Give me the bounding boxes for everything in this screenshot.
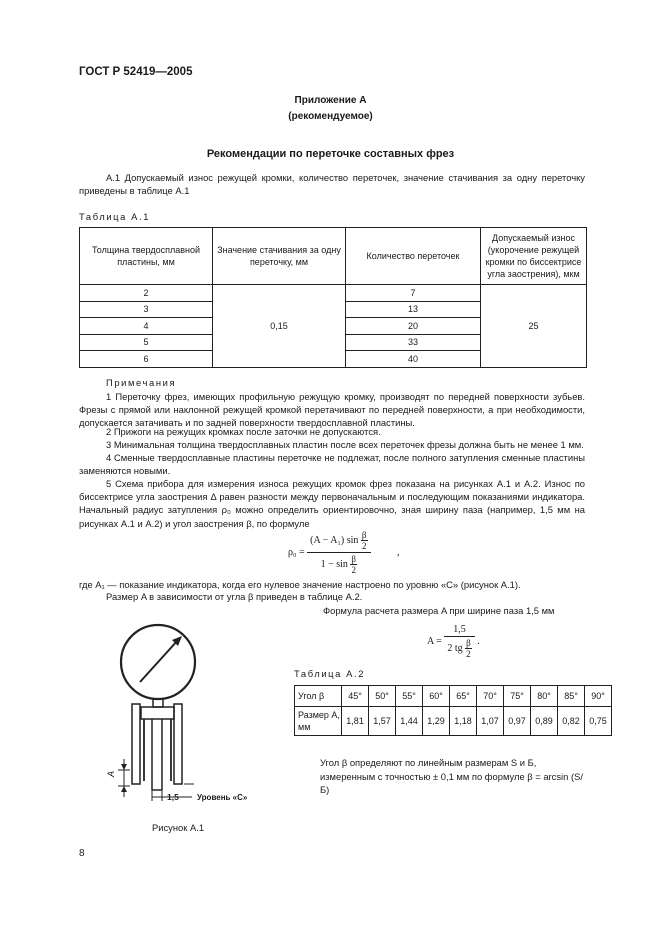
formula1-beta-num: β [361, 530, 367, 540]
table-cell: 0,97 [504, 707, 531, 736]
size-note: Размер A в зависимости от угла β приведен в таблице А.2. [106, 591, 363, 602]
formula1-two-den: 2 [351, 565, 356, 575]
table-cell: 1,44 [396, 707, 423, 736]
section-heading: Рекомендации по переточке составных фрез [206, 148, 455, 160]
beta-note: Угол β определяют по линейным размерам S и Б, измеренным с точностью ± 0,1 мм по формуле β = arcsin (S/Б) [320, 757, 583, 795]
figure-label-level: Уровень «С» [197, 793, 248, 802]
table-cell: 1,29 [423, 707, 450, 736]
table-cell: 80° [531, 686, 558, 707]
formula1-beta-den: β [351, 554, 357, 564]
table-cell-grinding: 0,15 [213, 285, 346, 368]
formula2-two: 2 [466, 649, 471, 659]
table-cell: 1,57 [369, 707, 396, 736]
table1-header-regrinds: Количество переточек [346, 228, 481, 285]
table-cell: 7 [346, 285, 481, 302]
table-cell: 1,07 [477, 707, 504, 736]
formula1-two-num: 2 [361, 541, 367, 551]
figure-label-a: A [106, 770, 117, 778]
table2-size-label: Размер A, мм [295, 707, 342, 736]
formula2-numerator: 1,5 [444, 624, 474, 637]
table-cell: 33 [346, 334, 481, 351]
figure-label-1-5: 1,5 [167, 792, 179, 802]
table-cell: 2 [80, 285, 213, 302]
intro-paragraph: А.1 Допускаемый износ режущей кромки, количество переточек, значение стачивания за одну переточку приведены в таблице А.1 [79, 172, 585, 197]
table-a2 [294, 685, 612, 736]
appendix-subtitle: (рекомендуемое) [288, 111, 373, 122]
table2-angle-label: Угол β [295, 686, 342, 707]
formula1-comma: , [397, 546, 400, 558]
table-cell: 0,75 [585, 707, 612, 736]
notes-title: Примечания [106, 377, 177, 388]
table-cell: 4 [80, 318, 213, 335]
formula2-beta: β [466, 638, 471, 648]
table-cell: 13 [346, 301, 481, 318]
formula2-denominator: 2 tg [447, 642, 463, 654]
table1-header-thickness: Толщина твердосплавной пластины, мм [80, 228, 213, 285]
table-a1 [79, 227, 587, 368]
table-cell: 1,81 [342, 707, 369, 736]
table-cell: 65° [450, 686, 477, 707]
note-1: 1 Переточку фрез, имеющих профильную режущую кромку, производят по передней поверхности зубьев. Фрезы с прямой или наклонной режущей кромкой перетачивают по передней поверхности, а при необходимости, допускается затачивать и по задней поверхности твердосплавной пластины. [79, 391, 585, 429]
formula1-numerator: (A − A₁) sin [310, 534, 359, 546]
note-3: 3 Минимальная толщина твердосплавных пластин после всех переточек фрезы должна быть не менее 1 мм. [106, 439, 584, 450]
formula-a: A = 1,5 2 tg $\frac{\beta}{2}$ . [427, 624, 480, 659]
table-cell: 85° [558, 686, 585, 707]
table-cell: 5 [80, 334, 213, 351]
figure-caption: Рисунок А.1 [152, 822, 205, 833]
indicator-gauge-figure [110, 618, 270, 808]
table1-caption: Таблица А.1 [79, 211, 151, 222]
table1-header-wear: Допускаемый износ (укорочение режущей кромки по биссектрисе угла заострения), мкм [481, 228, 587, 285]
formula2-caption: Формула расчета размера A при ширине паза 1,5 мм [323, 605, 555, 616]
table2-caption: Таблица А.2 [294, 668, 366, 679]
appendix-title: Приложение А [294, 95, 367, 106]
table-cell: 6 [80, 351, 213, 368]
table-cell: 40 [346, 351, 481, 368]
formula2-lhs: A [427, 635, 434, 647]
table-cell: 70° [477, 686, 504, 707]
note-2: 2 Прижоги на режущих кромках после заточки не допускаются. [106, 426, 381, 437]
table-cell: 0,89 [531, 707, 558, 736]
table-cell: 3 [80, 301, 213, 318]
formula-rho: ρ₀ = (A − A₁) sin $\frac{\beta}{2}$ 1 − sin $\frac{\beta}{2}$ , [288, 530, 400, 575]
table-cell: 0,82 [558, 707, 585, 736]
table-cell: 20 [346, 318, 481, 335]
note-4: 4 Сменные твердосплавные пластины переточке не подлежат, после полного затупления сменные пластины заменяются новыми. [79, 452, 585, 477]
formula2-dot: . [477, 635, 480, 647]
table-cell: 55° [396, 686, 423, 707]
table-cell: 50° [369, 686, 396, 707]
table1-header-grinding: Значение стачивания за одну переточку, мм [213, 228, 346, 285]
formula1-denominator: 1 − sin [320, 558, 348, 570]
table-cell: 1,18 [450, 707, 477, 736]
table-cell: 45° [342, 686, 369, 707]
formula1-lhs: ρ₀ [288, 546, 297, 558]
table-cell-wear: 25 [481, 285, 587, 368]
table-cell: 60° [423, 686, 450, 707]
table-cell: 75° [504, 686, 531, 707]
document-header: ГОСТ Р 52419—2005 [79, 66, 193, 78]
page-number: 8 [79, 848, 85, 859]
where-line: где A₁ — показание индикатора, когда его нулевое значение настроено по уровню «С» (рисунок А.1). [79, 579, 521, 590]
table-cell: 90° [585, 686, 612, 707]
note-5: 5 Схема прибора для измерения износа режущих кромок фрез показана на рисунках А.1 и А.2. Износ по биссектрисе угла заострения Δ равен разности между первоначальным и последующим показаниями индикатора. Начальный радиус затупления ρ₀ можно определить ориентировочно, зная ширину паза (например, 1,5 мм на рисунках А.1 и А.2) и угол заострения β, по формуле [79, 478, 585, 529]
